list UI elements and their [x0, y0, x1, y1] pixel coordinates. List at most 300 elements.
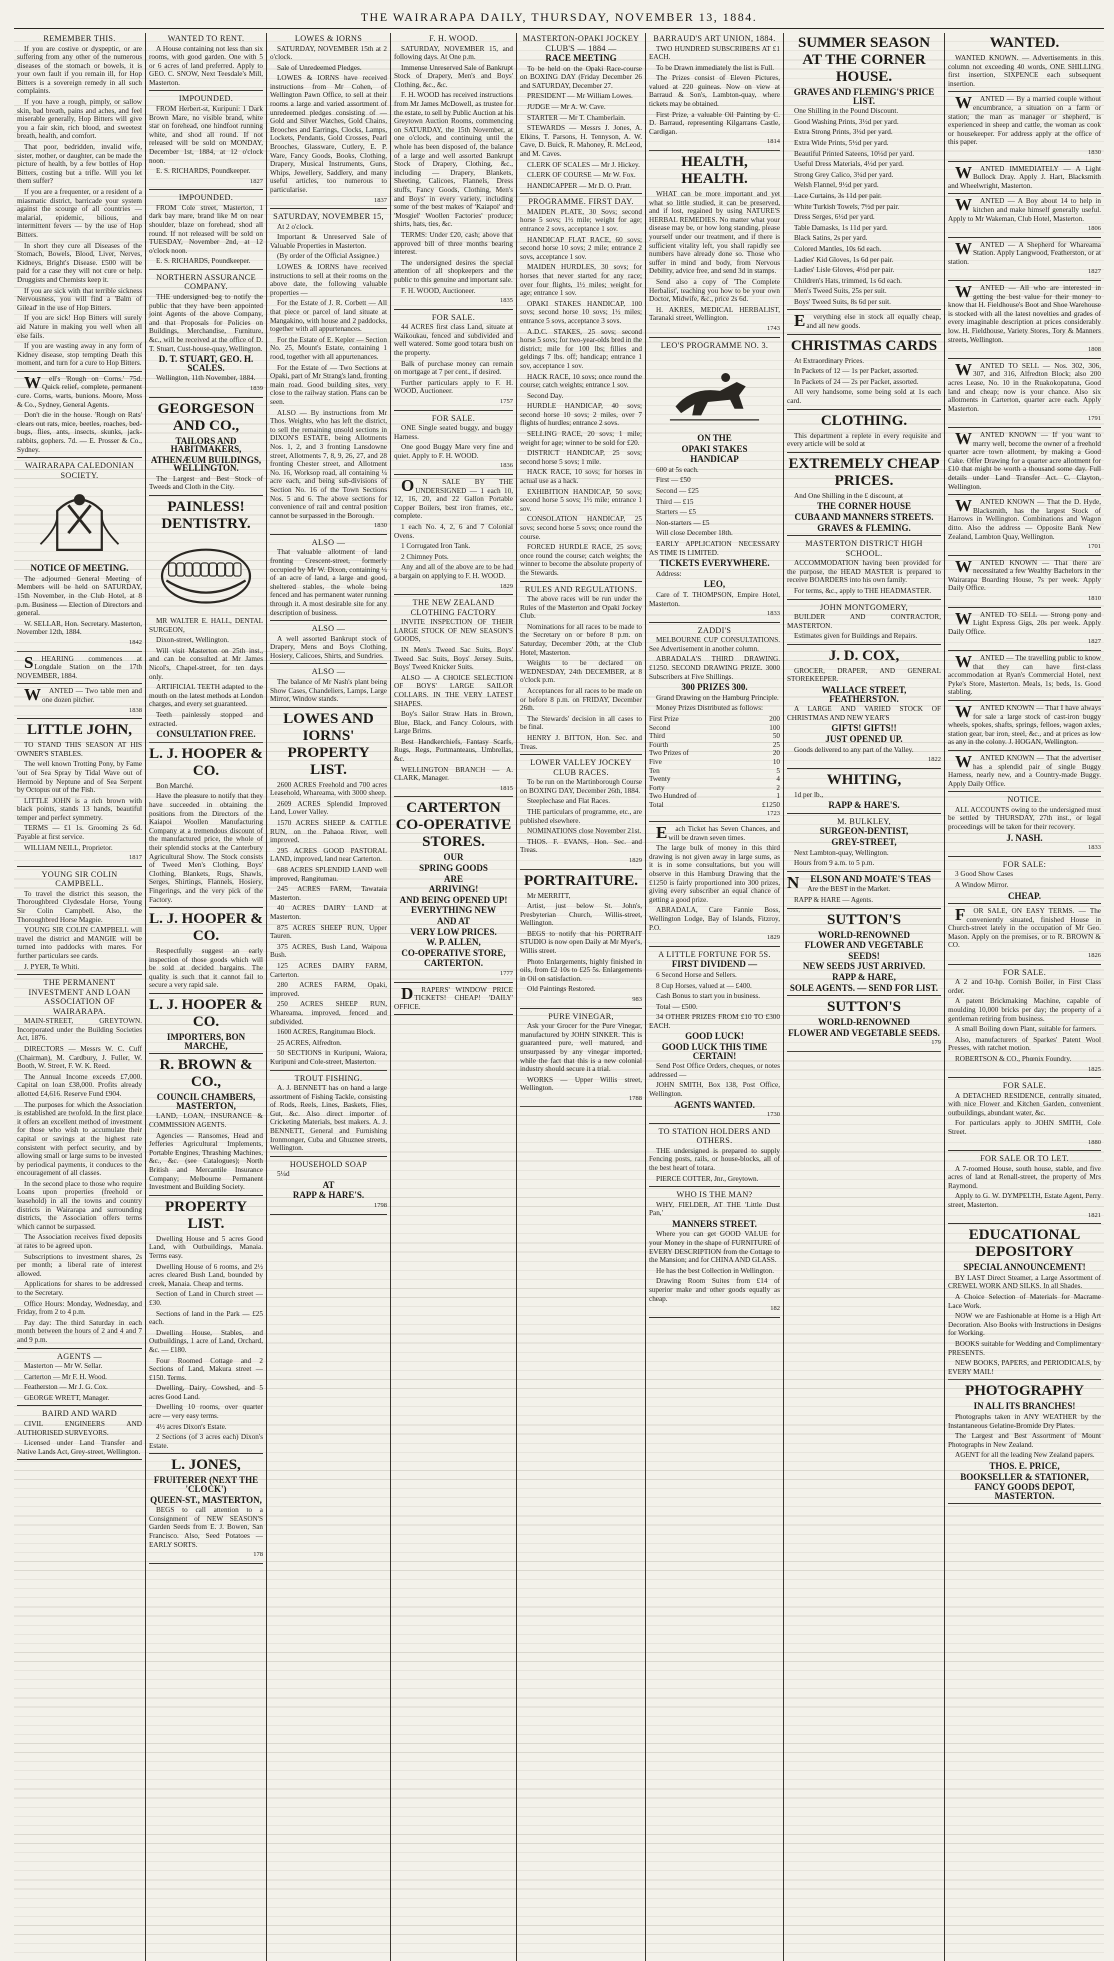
- ad-text: AT: [322, 1179, 335, 1190]
- divider: [17, 651, 142, 652]
- ad-text: DIRECTORS — Messrs W. C. Cuff (Chairman), M. Cardbury, J. Fuller, W. Booth, W. Street, F. W. K. Reed.: [17, 1044, 142, 1071]
- ad-text: HANDICAP: [690, 454, 739, 465]
- prize-row: [649, 749, 780, 758]
- ad-text: Where you can get GOOD VALUE for your Money in the shape of FURNITURE of EVERY DESCRIPTION from the Cottage to the Mansion; and for CHINA AND GLASS.: [649, 1230, 780, 1265]
- ad-text: WANTED KNOWN — That there are necessitated a few Wealthy Bachelors in the Wairarapa Boarding House, 7s per week. Apply Daily Office.: [948, 556, 1101, 593]
- prize-row: [649, 767, 780, 776]
- ad-text: TERMS: Under £20, cash; above that approved bill of three months bearing interest.: [394, 230, 513, 257]
- ad-text: WALLACE STREET, FEATHERSTON.: [821, 685, 907, 704]
- ad-text: To be Drawn immediately the list is Full.: [656, 63, 775, 72]
- masthead-title: THE WAIRARAPA DAILY, THURSDAY, NOVEMBER 13, 1884.: [360, 9, 758, 24]
- ad-heading: PURE VINEGAR,: [548, 1011, 614, 1021]
- advertisement: [394, 34, 513, 306]
- ad-text: W. P. ALLEN,: [426, 937, 481, 948]
- ad-text: All very handsome, some being sold at 1s each card.: [787, 388, 941, 406]
- ad-text: HACK RACE, 10 sovs; for horses in actual use as a hack.: [520, 468, 642, 486]
- advertisement: [787, 313, 941, 330]
- advertisement: [948, 860, 1101, 900]
- ad-heading: PAINLESS! DENTISTRY.: [161, 499, 251, 533]
- ad-text: THE undersigned is prepared to supply Fencing posts, rails, or house-blocks, all of the best heart of totara.: [649, 1146, 780, 1172]
- advertisement: [520, 1012, 642, 1104]
- advertisement: [17, 870, 142, 971]
- ad-text: Section of Land in Church street — £30.: [149, 1290, 263, 1307]
- ad-text: GOOD LUCK!: [685, 1031, 744, 1042]
- ad-number: 1814: [767, 138, 780, 146]
- divider: [649, 1186, 780, 1187]
- divider: [948, 280, 1101, 281]
- ad-text: CO-OPERATIVE STORE,: [401, 947, 506, 958]
- ad-text: SURGEON-DENTIST,: [819, 826, 909, 837]
- ad-text: ONE Single seated buggy, and buggy Harness.: [394, 424, 513, 441]
- ad-text: LOWES & IORNS have received instructions from Mr Cohen, of Wellington Pawn Office, to sell at their rooms a large and varied assortment of unredeemed pledges consisting of — Gold and Silver Watches, Gold Chains, Brooches and Earrings, Clocks, Lamps, Lockets, Pendants, Gold Crosses, Pearl Brooches, Glassware, Cutlery, E. P. Ware, Fancy Goods, Books, Clothing, Drapery, Musical Instruments, Guns, Whips, Jewellery, Saddlery, and many useful articles, too numerous to particularise.: [270, 74, 387, 194]
- ad-number: 1822: [928, 756, 941, 764]
- advertisement: [149, 746, 263, 904]
- advertisement: [787, 999, 941, 1048]
- ad-text: For the Estate of E. Kepler — Section No. 25, Mount's Estate, containing 1 rood, together with all appurtenances.: [270, 335, 387, 361]
- ad-heading: PHOTOGRAPHY: [965, 1383, 1084, 1400]
- ad-text: WANTED — The travelling public to know that they can have first-class accommodation at Ryan's Commercial Hotel, next Pyke's Store, Masterton. Meals, 1s; beds, 1s. Good stabling.: [948, 652, 1101, 697]
- ad-text: ON SALE BY THE UNDERSIGNED — 1 each 10, 12, 16, 20, and 22 Gallon Portable Copper Boilers, best iron frames, etc., complete.: [394, 476, 513, 521]
- ad-text: THOS. E. PRICE,: [989, 1460, 1060, 1471]
- prize-amount: 5: [776, 766, 780, 775]
- ad-text: MAIDEN HURDLES, 30 sovs; for horses that never started for any race; over four flights, 1½ miles; weight for age; entrance 1 sov.: [520, 263, 642, 298]
- ad-text: WANTED — By a married couple without encumbrance, a situation on a farm or station; the man as manager or shepherd, is experienced in sheep and cattle, the woman as cook or housekeeper. For address apply at the office of this paper.: [948, 93, 1101, 147]
- ad-text: Weights to be declared on WEDNESDAY, 24th DECEMBER, at 8 o'clock p.m.: [520, 659, 642, 685]
- advertisement: [649, 1190, 780, 1314]
- ad-text: RAPP & HARE,: [832, 972, 896, 982]
- prize-amount: 100: [769, 723, 780, 732]
- ad-heading: IMPOUNDED.: [178, 94, 234, 104]
- ad-heading: THE NEW ZEALAND CLOTHING FACTORY: [410, 598, 497, 617]
- ad-heading: GEORGESON AND CO.,: [157, 400, 255, 434]
- ad-text: 3 Good Show Cases: [955, 870, 1014, 879]
- ad-text: 25 ACRES, Alfredton.: [277, 1038, 342, 1047]
- columns: [14, 33, 1104, 1961]
- ad-text: LEO,: [703, 579, 726, 590]
- ad-text: Ask your Grocer for the Pure Vinegar, manufactured by JOHN SINKER. This is guaranteed pure, well matured, and unsurpassed by any vinegar imported, while the fact that this is a new colonial industry should secure it a trial.: [520, 1022, 642, 1074]
- ad-heading: CLOTHING.: [820, 412, 908, 429]
- ad-text: Sections of land in the Park — £25 each.: [149, 1309, 263, 1327]
- ad-number: 1701: [1088, 543, 1101, 551]
- ad-heading: SUTTON'S: [827, 911, 901, 928]
- ad-text: In Packets of 12 — 1s per Packet, assorted.: [794, 367, 919, 376]
- ad-text: 1600 ACRES, Rangitumau Block.: [277, 1028, 376, 1037]
- ad-text: The Prizes consist of Eleven Pictures, valued at 220 guineas. Now on view at Barraud & Son's, Lambton-quay, where tickets may be obtained.: [649, 74, 780, 109]
- ad-text: Next Lambton-quay, Wellington.: [794, 848, 889, 857]
- prize-amount: 2: [776, 783, 780, 792]
- ad-text: GRAVES & FLEMING.: [817, 522, 911, 533]
- ad-text: Featherston — Mr J. G. Cox.: [24, 1383, 108, 1392]
- divider: [394, 1014, 513, 1015]
- ad-text: YOUNG SIR COLIN CAMPBELL will travel the district and MANGIE will be turned into paddocks with mares. For further particulars see cards.: [17, 926, 142, 960]
- ad-number: 1777: [500, 969, 513, 977]
- ad-text: ARRIVING!: [428, 884, 479, 895]
- ad-text: Dixon-street, Wellington.: [156, 636, 229, 645]
- ad-heading: L. JONES,: [171, 1457, 241, 1474]
- ad-text: 600 at 5s each.: [656, 465, 699, 474]
- ad-heading: RULES AND REGULATIONS.: [524, 584, 638, 594]
- divider: [520, 869, 642, 870]
- ad-text: Mr MERRITT,: [527, 891, 571, 900]
- divider: [948, 700, 1101, 701]
- divider: [948, 964, 1101, 965]
- ad-heading: A LITTLE FORTUNE FOR 5S.: [658, 949, 771, 959]
- advertisement: [948, 556, 1101, 604]
- ad-text: PIERCE COTTER, Jnr., Greytown.: [656, 1174, 759, 1183]
- ad-number: 1837: [374, 196, 387, 204]
- ad-text: Immense Unreserved Sale of Bankrupt Stock of Drapery, Men's and Boys' Clothing, &c., &c.: [394, 63, 513, 89]
- ad-text: MAIDEN PLATE, 30 Sovs; second horse 5 sovs; 1½ mile; weight for age; entrance 2 sovs, acceptance 1 sov.: [520, 207, 642, 233]
- ad-text: SATURDAY, NOVEMBER 15th at 2 o'clock.: [270, 44, 387, 62]
- advertisement: [948, 968, 1101, 1074]
- ad-text: Apply to G. W. DYMPELTH, Estate Agent, Perry street, Masterton.: [948, 1192, 1101, 1210]
- ad-text: 688 ACRES SPLENDID LAND well improved, Rangitumau.: [270, 866, 387, 883]
- prize-label: Ten: [649, 766, 660, 775]
- ad-text: Wellington, 11th November, 1884.: [156, 374, 256, 383]
- ad-number: 182: [770, 1305, 780, 1313]
- ad-text: WORKS — Upper Willis street, Wellington.: [520, 1075, 642, 1093]
- ad-text: 5¼d: [277, 1170, 290, 1179]
- ad-text: OUR: [443, 852, 464, 863]
- ad-text: Bon Marché.: [156, 781, 194, 790]
- ad-text: FLOWER AND VEGETABLE: [804, 940, 924, 951]
- advertisement: [17, 372, 142, 454]
- divider: [17, 718, 142, 719]
- ad-text: To be run on the Martinborough Course on BOXING DAY, December 26th, 1884.: [520, 778, 642, 795]
- ad-heading: PROGRAMME. FIRST DAY.: [528, 197, 634, 207]
- ad-text: If you are sick! Hop Bitters will surely aid Nature in making you well when all else fails.: [17, 314, 142, 340]
- ad-number: 1833: [767, 610, 780, 618]
- ad-text: Colored Mantles, 10s 6d each.: [794, 244, 882, 253]
- ad-heading: L. J. HOOPER & CO.: [149, 911, 263, 945]
- ad-text: WANTED KNOWN. — Advertisements in this column not exceeding 40 words, ONE SHILLING first insertion, SIXPENCE each subsequent insertion.: [948, 54, 1101, 88]
- ad-text: Old Paintings Restored.: [527, 985, 596, 994]
- ad-text: ROBERTSON & CO., Phœnix Foundry.: [955, 1054, 1072, 1063]
- ad-text: CONSULTATION FREE.: [156, 729, 256, 740]
- divider: [948, 1503, 1101, 1504]
- advertisement: [520, 34, 642, 190]
- ad-number: 1815: [500, 784, 513, 792]
- advertisement: [649, 34, 780, 147]
- advertisement: [948, 654, 1101, 697]
- ad-text: WANTED — A Shepherd for Whareama Station. Apply Langwood, Featherston, or at station.: [948, 238, 1101, 266]
- advertisement: [948, 608, 1101, 647]
- ad-text: Further particulars apply to F. H. WOOD, Auctioneer.: [394, 378, 513, 396]
- ad-text: This department a replete in every requisite and every article will be sold at: [787, 431, 941, 449]
- advertisement: [394, 313, 513, 407]
- ad-text: Acceptances for all races to be made on or before 8 p.m. on FRIDAY, December 26th.: [520, 687, 642, 713]
- ad-text: That poor, bedridden, invalid wife, sister, mother, or daughter, can be made the picture of health, by a few bottles of Hop Bitters, costing but a trifle. Will you let them suffer?: [17, 143, 142, 186]
- ad-text: 245 ACRES FARM, Tawataia Masterton.: [270, 885, 387, 902]
- ad-text: QUEEN-ST., MASTERTON,: [150, 1494, 262, 1505]
- divider: [948, 494, 1101, 495]
- ad-text: ALL ACCOUNTS owing to the undersigned must be settled by THURSDAY, 27th inst., or legal proceedings will be taken for their recovery.: [948, 805, 1101, 832]
- prize-label: Second: [649, 723, 671, 732]
- ad-text: 875 ACRES SHEEP RUN, Upper Tauren.: [270, 923, 387, 941]
- ad-text: MAIN-STREET, GREYTOWN. Incorporated under the Building Societies Act, 1876.: [17, 1017, 142, 1043]
- divider: [787, 871, 941, 872]
- ad-heading: NORTHERN ASSURANCE COMPANY.: [156, 272, 256, 292]
- ad-number: 1743: [767, 324, 780, 332]
- divider: [149, 495, 263, 496]
- ad-heading: F. H. WOOD.: [429, 34, 478, 43]
- ad-heading: ALSO —: [311, 624, 346, 634]
- ad-text: GREY-STREET,: [831, 837, 897, 848]
- ad-text: F. H. WOOD, Auctioneer.: [401, 286, 476, 295]
- ad-text: Any and all of the above are to be had a bargain on applying to F. H. WOOD.: [394, 563, 513, 580]
- ad-text: Second — £25: [656, 487, 699, 495]
- ad-heading: L. J. HOOPER & CO.: [149, 997, 263, 1031]
- divider: [649, 337, 780, 338]
- divider: [787, 995, 941, 996]
- ad-text: EVERYTHING NEW: [411, 905, 496, 916]
- ad-heading: SUTTON'S: [827, 999, 901, 1016]
- advertisement: [149, 401, 263, 493]
- prize-label: Fourth: [649, 740, 669, 749]
- divider: [649, 821, 780, 822]
- ad-text: NOTICE OF MEETING.: [30, 563, 129, 574]
- ad-text: THE CORNER HOUSE: [816, 501, 912, 512]
- ad-text: BOOKSELLER & STATIONER,: [960, 1471, 1089, 1482]
- advertisement: [520, 197, 642, 577]
- ad-text: Total — £500.: [656, 1002, 698, 1011]
- ad-text: GIFTS! GIFTS!!: [831, 723, 897, 734]
- advertisement: [17, 461, 142, 647]
- ad-heading: WAIRARAPA CALEDONIAN SOCIETY.: [24, 461, 135, 480]
- divider: [948, 193, 1101, 194]
- ad-text: GOOD LUCK THIS TIME CERTAIN!: [661, 1042, 768, 1061]
- ad-number: 1836: [500, 462, 513, 470]
- advertisement: [948, 284, 1101, 355]
- divider: [394, 796, 513, 797]
- ad-text: ATHENÆUM BUILDINGS, WELLINGTON.: [150, 454, 262, 474]
- column-8: [944, 33, 1104, 1961]
- prize-amount: 4: [776, 775, 780, 784]
- ad-number: 179: [931, 1039, 941, 1047]
- advertisement: [394, 800, 513, 978]
- ad-number: 1829: [767, 934, 780, 942]
- divider: [270, 534, 387, 535]
- advertisement: [948, 1227, 1101, 1376]
- advertisement: [787, 603, 941, 641]
- ad-heading: LEO'S PROGRAMME NO. 3.: [660, 340, 769, 350]
- ad-number: 1806: [1088, 225, 1101, 233]
- advertisement: [270, 1074, 387, 1153]
- ad-text: IMPORTERS, BON MARCHE,: [166, 1032, 246, 1051]
- prize-label: Two Prizes of: [649, 749, 689, 758]
- ad-text: The Annual Income exceeds £7,000. Capital on loan £38,000. Profits already allotted £4,616. Reserve Fund £904.: [17, 1072, 142, 1098]
- ad-text: Applications for shares to be addressed to the Secretary.: [17, 1280, 142, 1297]
- ad-number: 1757: [500, 397, 513, 405]
- advertisement: [787, 35, 941, 306]
- ad-text: Cash Bonus to start you in business.: [656, 992, 761, 1001]
- ad-text: Estimates given for Buildings and Repairs.: [794, 632, 918, 641]
- ad-text: Non-starters — £5: [656, 518, 710, 527]
- ad-heading: R. BROWN & CO.,: [159, 1057, 253, 1091]
- ad-text: IN ALL ITS BRANCHES!: [973, 1401, 1076, 1412]
- divider: [948, 427, 1101, 428]
- ad-text: 1 each No. 4, 2, 6 and 7 Colonial Ovens.: [394, 523, 513, 540]
- ad-text: OPAKI STAKES: [681, 443, 748, 454]
- ad-text: A.D.C. STAKES, 25 sovs; second horse 5 sovs; for two-year-olds bred in the district; mile for 100 lbs; fillies and geldings 7 lbs. off; handicap; entrance 1 sov, acceptance 1 sov.: [520, 327, 642, 370]
- divider: [17, 1405, 142, 1406]
- ad-number: 1827: [1088, 638, 1101, 646]
- ad-text: Strong Grey Calico, 3¼d per yard.: [794, 170, 894, 179]
- ad-text: STEWARDS — Messrs J. Jones, A. Elkins, T. Parsons, H. Tennyson, A. W. Cave, D. Buick, R. Mahoney, R. McLeod, and M. Caves.: [520, 124, 642, 158]
- ad-text: 2609 ACRES Splendid Improved Land, Lower Valley.: [270, 799, 387, 817]
- divider: [394, 309, 513, 310]
- ad-text: White Turkish Towels, 7½d per pair.: [794, 202, 900, 211]
- prize-amount: 1: [776, 792, 780, 801]
- divider: [948, 237, 1101, 238]
- divider: [948, 856, 1101, 857]
- ad-text: The well known Trotting Pony, by Fame 'out of Sea Spray by Tidal Wave out of Hermoid by Neptune and of Sea Serpent by Octopus out of the Fish.: [17, 760, 142, 795]
- ad-heading: THE PERMANENT INVESTMENT AND LOAN ASSOCIATION OF WAIRARAPA.: [28, 978, 131, 1016]
- ad-text: FIRST DIVIDEND —: [671, 959, 758, 970]
- prize-label: Two Hundred of: [649, 792, 697, 801]
- ad-text: Best Handkerchiefs, Fantasy Scarfs, Rugs, Regs, Portmanteaus, Umbrellas, &c.: [394, 737, 513, 764]
- divider: [394, 594, 513, 595]
- ad-heading: MASTERTON DISTRICT HIGH SCHOOL.: [805, 539, 923, 558]
- ad-text: COUNCIL CHAMBERS, MASTERTON,: [156, 1092, 256, 1111]
- ad-heading: AGENTS —: [57, 1351, 102, 1361]
- divider: [948, 358, 1101, 359]
- advertisement: [787, 772, 941, 810]
- ad-text: Welsh Flannel, 9½d per yard.: [794, 181, 879, 190]
- divider: [649, 150, 780, 151]
- masthead: [14, 6, 1104, 29]
- ad-text: RAPP & HARE'S.: [292, 1190, 365, 1201]
- advertisement: [948, 1154, 1101, 1220]
- ad-heading: FOR SALE OR TO LET.: [980, 1154, 1069, 1164]
- ad-number: 1830: [1088, 148, 1101, 156]
- ad-text: Agencies — Ransomes, Head and Jefferies Agricultural Implements, Portable Engines, Thrashing Machines, &c., &c. (see Catalogues); North British and Mercantile Insurance Company; Melbourne Permanent Investment and Building Society.: [149, 1131, 263, 1192]
- advertisement: [787, 912, 941, 993]
- divider: [649, 1317, 780, 1318]
- ad-text: The Stewards' decision in all cases to be final.: [520, 714, 642, 732]
- advertisement: [787, 539, 941, 595]
- ad-text: One good Buggy Mare very fine and quiet. Apply to F. H. WOOD.: [394, 443, 513, 460]
- advertisement: [17, 687, 142, 715]
- divider: [270, 663, 387, 664]
- ad-text: If you are sick with that terrible sickness Nervousness, you will find a 'Balm of Gilead' in the use of Hop Bitters.: [17, 286, 142, 312]
- advertisement: [270, 624, 387, 660]
- ad-text: WANTED — All who are interested in getting the best value for their money to know that H. Fieldhouse's Boot and Shoe Warehouse is stocked with all the latest novelties and grades of every imaginable description at prices considerably low. H. Fieldhouse, Variety Stores, Tory & Manners streets, Wellington.: [948, 282, 1101, 344]
- ad-text: 1570 ACRES SHEEP & CATTLE RUN, on the Pahaoa River, well improved.: [270, 819, 387, 845]
- ad-text: Grand Drawing on the Hamburg Principle.: [656, 693, 779, 702]
- ad-text: RAPP & HARE'S.: [828, 800, 900, 811]
- ad-text: LAND, LOAN, INSURANCE & COMMISSION AGENTS.: [149, 1112, 263, 1130]
- ad-text: Subscriptions to investment shares, 2s per month; a liberal rate of interest allowed.: [17, 1252, 142, 1278]
- ad-text: DRAPERS' WINDOW PRICE TICKETS! CHEAP! 'DAILY' OFFICE.: [394, 983, 513, 1011]
- advertisement: [17, 652, 142, 681]
- ad-text: Everything else in stock all equally cheap, and all new goods.: [794, 311, 941, 331]
- ad-text: TAILORS AND HABITMAKERS,: [170, 435, 242, 455]
- ad-text: BY LAST Direct Steamer, a Large Assortment of CREWEL WORK AND SILKS. In all Shades.: [948, 1273, 1101, 1291]
- ad-heading: NOTICE.: [1007, 795, 1042, 805]
- ad-text: AND BEING OPENED UP!: [399, 894, 508, 905]
- prize-row: [649, 801, 780, 810]
- ad-text: The purposes for which the Association is established are twofold. In the first place it offers an excellent method of investment for those who wish to accumulate their capital or savings at the highest rate consistent with perfect security, and by allowing small or large sums to be invested by periodical payments, it conduces to the encouragement of all classes.: [17, 1100, 142, 1178]
- column-7: [783, 33, 944, 1961]
- ad-number: 1842: [129, 638, 142, 646]
- ad-heading: HEALTH, HEALTH.: [681, 154, 748, 188]
- ad-text: For the Estate of — Two Sections at Opaki, part of Mr Strang's land, fronting main road. Good building sites, very close to the railway station. Plans can be seen.: [270, 363, 387, 406]
- ad-heading: LITTLE JOHN,: [26, 722, 133, 739]
- ad-text: PRESIDENT — Mr William Lowes.: [527, 92, 633, 101]
- ad-text: HANDICAP FLAT RACE, 60 sovs; second horse 10 sovs; 2 mile; entrance 2 sovs, acceptance 1 sov.: [520, 235, 642, 261]
- divider: [948, 1379, 1101, 1380]
- ad-text: WILLIAM NEILL, Proprietor.: [24, 843, 113, 852]
- advertisement: [270, 34, 387, 205]
- prize-row: [649, 792, 780, 801]
- advertisement: [649, 341, 780, 619]
- ad-text: ARTIFICIAL TEETH adapted to the mouth on the latest methods at London charges, and every set guaranteed.: [149, 683, 263, 709]
- ad-text: TICKETS EVERYWHERE.: [659, 558, 770, 569]
- ad-number: 983: [632, 996, 642, 1004]
- ad-text: Send Post Office Orders, cheques, or notes addressed —: [649, 1062, 780, 1079]
- ad-text: Boy's Sailor Straw Hats in Brown, Blue, Black, and Fancy Colours, with Large Brims.: [394, 710, 513, 736]
- prize-amount: 200: [769, 714, 780, 723]
- advertisement: [948, 35, 1101, 88]
- advertisement: [787, 413, 941, 449]
- ad-heading: REMEMBER THIS.: [43, 34, 116, 43]
- ad-text: In Packets of 24 — 2s per Packet, assorted.: [794, 377, 919, 386]
- divider: [649, 622, 780, 623]
- ad-text: 50 SECTIONS in Kuripuni, Waiora, Kuripuni and Cole-street, Masterton.: [270, 1049, 387, 1066]
- ad-number: 1880: [1088, 1138, 1101, 1146]
- divider: [948, 161, 1101, 162]
- advertisement: [948, 751, 1101, 788]
- ad-text: BOOKS suitable for Wedding and Complimentary PRESENTS.: [948, 1339, 1101, 1357]
- prize-row: [649, 724, 780, 733]
- ad-number: 1798: [374, 1202, 387, 1210]
- ad-text: In short they cure all Diseases of the Stomach, Bowels, Blood, Liver, Nerves, Kidneys, Bright's Disease. £500 will be paid for a case they will not cure or help. Druggists and Chemists keep it.: [17, 241, 142, 284]
- ad-text: Beautiful Printed Sateens, 10½d per yard.: [794, 149, 915, 158]
- ad-text: For the Estate of J. R. Corbett — All that piece or parcel of land situate at Mangakino, with house and 2 paddocks, together with all appurtenances.: [270, 299, 387, 334]
- ad-text: (By order of the Official Assignee.): [277, 252, 380, 261]
- prize-label: Total: [649, 800, 664, 809]
- ad-text: TWO HUNDRED SUBSCRIBERS AT £1 EACH.: [649, 44, 780, 62]
- divider: [787, 768, 941, 769]
- ad-text: For terms, &c., apply to THE HEADMASTER.: [794, 586, 932, 595]
- ad-heading: LOWES & IORNS: [294, 34, 363, 43]
- prize-row: [649, 732, 780, 741]
- divider: [149, 993, 263, 994]
- ad-text: If you have a rough, pimply, or sallow skin, bad breath, pains and aches, and feel miserable generally, Hop Bitters will give you a fair skin, rich blood, and sweetest breath, health, and comfort.: [17, 98, 142, 141]
- divider: [520, 581, 642, 582]
- advertisement: [394, 414, 513, 471]
- ad-text: To travel the district this season, the Thoroughbred Clydesdale Horse, Young Sir Colin Campbell. Also, the Thoroughbred Horse Magpie.: [17, 889, 142, 924]
- divider: [17, 974, 142, 975]
- ad-text: Extra Strong Prints, 3½d per yard.: [794, 128, 893, 137]
- column-4: [390, 33, 516, 1961]
- ad-text: If you are a frequenter, or a resident of a miasmatic district, barricade your system against the scourge of all countries — malarial, epidemic, bilious, and intermittent fevers — by the use of Hop Bitters.: [17, 188, 142, 239]
- ad-text: ALSO — A CHOICE SELECTION OF BOYS' LARGE SAILOR COLLARS. IN THE VERY LATEST SHAPES.: [394, 673, 513, 708]
- ad-text: The Association receives fixed deposits at rates to be agreed upon.: [17, 1233, 142, 1251]
- ad-text: A House containing not less than six rooms, with good garden. One with 5 or 6 acres of land preferred. Apply to GEO. C. SNOW, Next Teesdale's Mill, Masterton.: [149, 44, 263, 87]
- ad-text: DISTRICT HANDICAP, 25 sovs; second horse 5 sovs; 1 mile.: [520, 449, 642, 466]
- ad-text: Boys' Tweed Suits, 8s 6d per suit.: [794, 297, 891, 306]
- advertisement: [270, 667, 387, 703]
- ad-text: 1d per lb.,: [794, 790, 824, 799]
- ad-text: 300 PRIZES 300.: [681, 682, 748, 693]
- ad-text: ON THE: [697, 433, 732, 444]
- ad-text: WANTED — Two table men and one dozen pitcher.: [24, 685, 142, 705]
- ad-text: CLERK OF SCALES — Mr J. Hickey.: [527, 160, 640, 169]
- ad-text: Each Ticket has Seven Chances, and will be drawn seven times.: [656, 823, 780, 843]
- ad-text: JOHN SMITH, Box 138, Post Office, Wellington.: [649, 1081, 780, 1099]
